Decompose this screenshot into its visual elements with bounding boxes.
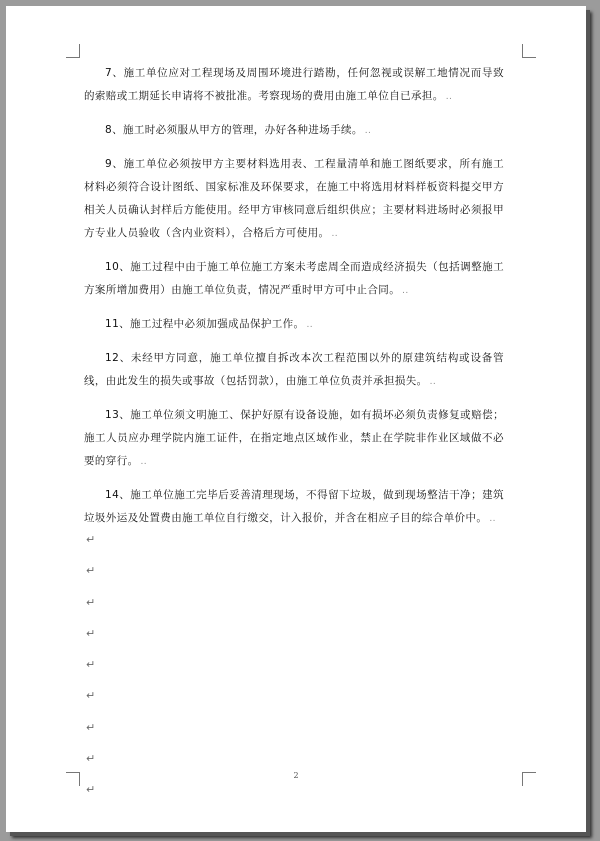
paragraph-mark-icon: .. xyxy=(364,126,372,136)
document-page xyxy=(6,6,586,832)
empty-paragraph-mark-icon: ↵ xyxy=(86,658,96,672)
paragraph-mark-icon: .. xyxy=(331,229,338,239)
paragraph xyxy=(84,119,504,143)
empty-paragraph-mark-icon: ↵ xyxy=(86,752,96,766)
empty-paragraphs xyxy=(86,524,95,806)
empty-paragraph-mark-icon: ↵ xyxy=(86,595,96,609)
empty-paragraph-mark-icon: ↵ xyxy=(86,626,96,640)
empty-paragraph-mark-icon: ↵ xyxy=(86,689,96,703)
paragraph-text: 10、施工过程中由于施工单位施工方案未考虑周全而造成经济损失（包括调整施工方案所增加费用）由施工单位负责，情况严重时甲方可中止合同。 xyxy=(84,261,504,296)
paragraph-text: 9、施工单位必须按甲方主要材料选用表、工程量清单和施工图纸要求，所有施工材料必须符合设计图纸、国家标准及环保要求，在施工中将选用材料样板资料提交甲方相关人员确认封样后方能使用。经甲方审核同意后组织供应；主要材料进场时必须报甲方专业人员验收（含内业资料），合格后方可使用。 xyxy=(84,158,504,239)
crop-mark-top-left xyxy=(66,44,80,58)
paragraph xyxy=(84,62,504,109)
paragraph xyxy=(84,404,504,474)
paragraph-text: 14、施工单位施工完毕后妥善清理现场，不得留下垃圾，做到现场整洁干净；建筑垃圾外运及处置费由施工单位自行缴交，计入报价，并含在相应子目的综合单价中。 xyxy=(84,489,504,524)
crop-mark-top-right xyxy=(522,44,536,58)
page-number: 2 xyxy=(293,771,299,780)
paragraph-mark-icon: .. xyxy=(489,514,496,524)
paragraph-text: 7、施工单位应对工程现场及周围环境进行踏勘，任何忽视或误解工地情况而导致的索赔或工期延长申请将不被批准。考察现场的费用由施工单位自已承担。 xyxy=(84,67,504,102)
paragraph-mark-icon: .. xyxy=(140,457,148,467)
paragraph xyxy=(84,313,504,337)
paragraph-mark-icon: .. xyxy=(445,92,453,102)
paragraph xyxy=(84,484,504,531)
paragraph-text: 13、施工单位须文明施工、保护好原有设备设施，如有损坏必须负责修复或赔偿；施工人员应办理学院内施工证件，在指定地点区域作业，禁止在学院非作业区域做不必要的穿行。 xyxy=(84,409,504,467)
paragraph xyxy=(84,256,504,303)
empty-paragraph-mark-icon: ↵ xyxy=(86,783,96,797)
paragraph xyxy=(84,347,504,394)
paragraph-mark-icon: .. xyxy=(429,377,437,387)
paragraph-text: 12、未经甲方同意，施工单位擅自拆改本次工程范围以外的原建筑结构或设备管线，由此发生的损失或事故（包括罚款），由施工单位负责并承担损失。 xyxy=(84,352,504,387)
empty-paragraph-mark-icon: ↵ xyxy=(86,720,96,734)
paragraph-text: 8、施工时必须服从甲方的管理，办好各种进场手续。 xyxy=(105,124,363,136)
paragraph xyxy=(84,153,504,246)
empty-paragraph-mark-icon: ↵ xyxy=(86,564,96,578)
paragraph-text: 11、施工过程中必须加强成品保护工作。 xyxy=(105,318,305,330)
paragraph-mark-icon: .. xyxy=(402,286,409,296)
document-body xyxy=(84,62,504,541)
paragraph-mark-icon: .. xyxy=(306,320,313,330)
empty-paragraph-mark-icon: ↵ xyxy=(86,533,96,546)
